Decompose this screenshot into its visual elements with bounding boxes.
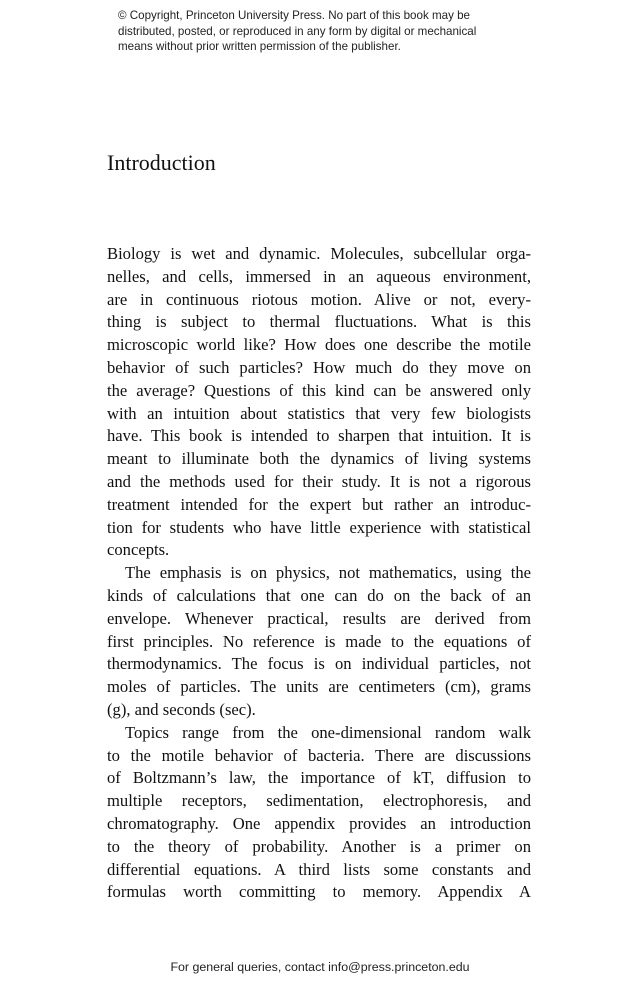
text-line: treatment intended for the expert but rather an introduc- [107,494,531,514]
text-line: differential equations. A third lists some constants and [107,859,531,879]
text-line: kinds of calculations that one can do on the back of an [107,585,531,605]
text-line: tion for students who have little experience with statistical [107,517,531,537]
text-line: behavior of such particles? How much do they move on [107,357,531,377]
text-line: Topics range from the one-dimensional random walk [125,722,531,742]
text-line: formulas worth committing to memory. Appendix A [107,882,531,902]
copyright-notice [118,8,538,55]
text-line: the average? Questions of this kind can be answered only [107,380,531,400]
text-line: have. This book is intended to sharpen that intuition. It is [107,426,531,446]
footer-contact: For general queries, contact info@press.princeton.edu [170,960,470,974]
text-line: with an intuition about statistics that very few biologists [107,403,531,423]
copyright-line: © Copyright, Princeton University Press. No part of this book may be [118,9,470,22]
paragraph-3 [107,722,531,904]
text-line: to the motile behavior of bacteria. There are discussions [107,745,531,765]
text-line: concepts. [107,540,170,560]
text-line: The emphasis is on physics, not mathematics, using the [125,563,531,583]
copyright-line: distributed, posted, or reproduced in any form by digital or mechanical [118,24,477,38]
text-line: meant to illuminate both the dynamics of living systems [107,449,531,469]
paragraph-1 [107,243,531,562]
text-line: thermodynamics. The focus is on individual particles, not [107,654,531,674]
text-line: microscopic world like? How does one describe the motile [107,335,531,355]
copyright-line: means without prior written permission of the publisher. [118,40,401,53]
text-line: to the theory of probability. Another is a primer on [107,836,531,856]
body-text [107,243,531,904]
paragraph-2 [107,562,531,722]
text-line: are in continuous riotous motion. Alive or not, every- [107,289,531,309]
text-line: of Boltzmann’s law, the importance of kT, diffusion to [107,768,531,788]
chapter-title: Introduction [107,150,216,175]
text-line: thing is subject to thermal fluctuations. What is this [107,312,531,332]
text-line: and the methods used for their study. It is not a rigorous [107,471,531,491]
text-line: moles of particles. The units are centimeters (cm), grams [107,677,531,697]
text-line: envelope. Whenever practical, results are derived from [107,608,531,628]
text-line: (g), and seconds (sec). [107,699,256,719]
text-line: multiple receptors, sedimentation, electrophoresis, and [107,791,531,811]
text-line: chromatography. One appendix provides an introduction [107,813,531,833]
text-line: Biology is wet and dynamic. Molecules, subcellular orga- [107,244,531,263]
text-line: nelles, and cells, immersed in an aqueous environment, [107,266,531,286]
text-line: first principles. No reference is made to the equations of [107,631,531,651]
